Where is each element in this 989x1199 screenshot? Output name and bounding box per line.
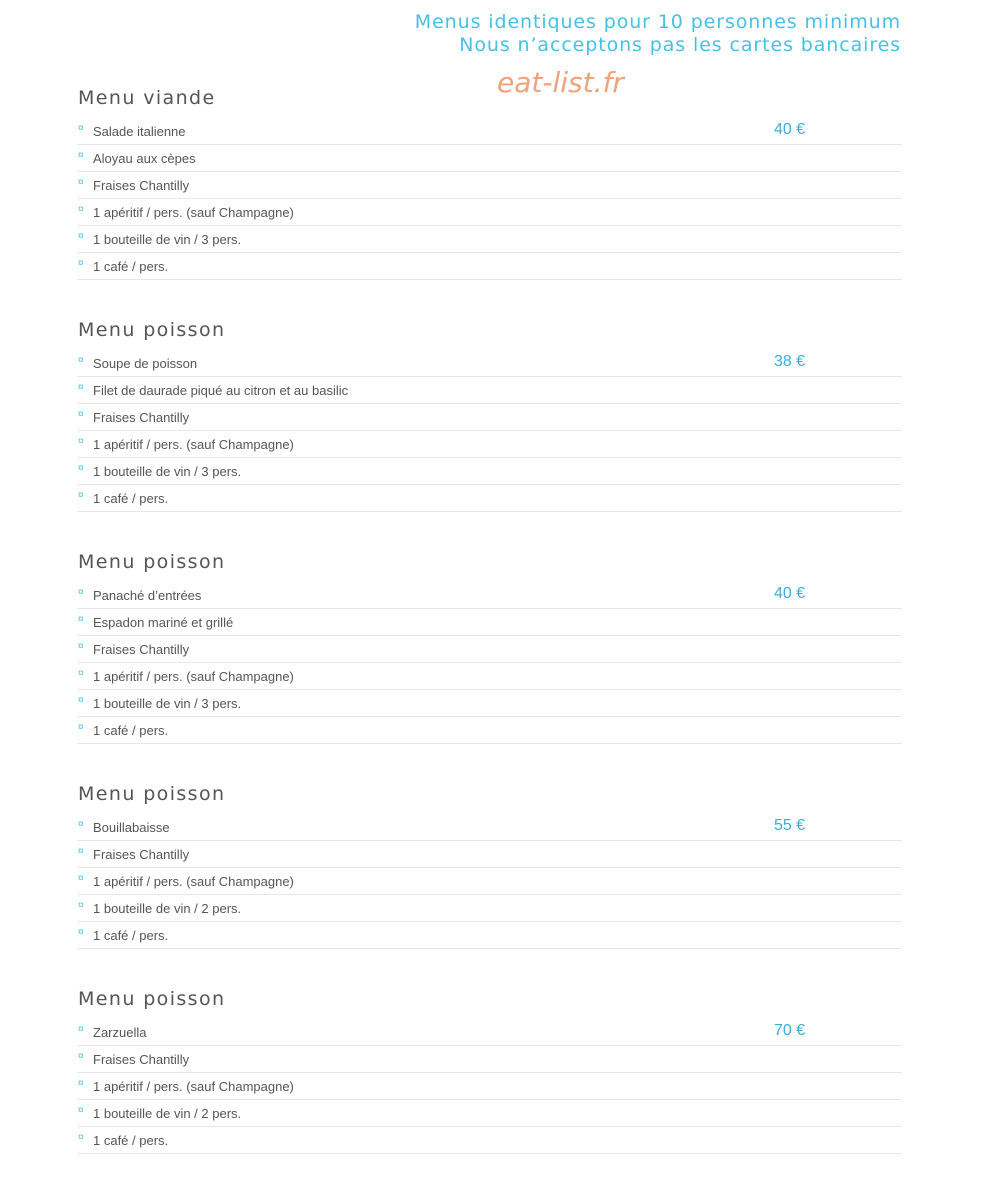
menu-item-label: 1 apéritif / pers. (sauf Champagne) [93, 436, 294, 452]
menu-item-label: 1 bouteille de vin / 3 pers. [93, 463, 242, 479]
bullet-icon: ¤ [78, 1105, 84, 1116]
menu-item-label: 1 café / pers. [93, 927, 169, 943]
bullet-icon: ¤ [78, 1051, 84, 1062]
menu-title: Menu poisson [78, 783, 226, 805]
bullet-icon: ¤ [78, 150, 84, 161]
bullet-icon: ¤ [78, 123, 84, 134]
menu-item [78, 690, 902, 717]
menu-title: Menu poisson [78, 319, 226, 341]
bullet-icon: ¤ [78, 819, 84, 830]
menu-title: Menu viande [78, 87, 216, 109]
menu-price: 40 € [774, 121, 806, 138]
menu-item [78, 226, 902, 253]
menu-item-label: Filet de daurade piqué au citron et au basilic [93, 382, 349, 398]
menu-item [78, 814, 902, 841]
menu-item [78, 350, 902, 377]
menu-item-label: 1 apéritif / pers. (sauf Champagne) [93, 873, 294, 889]
menu-item-label: 1 bouteille de vin / 3 pers. [93, 231, 242, 247]
menu-section [78, 985, 902, 1154]
bullet-icon: ¤ [78, 668, 84, 679]
menu-price: 70 € [774, 1022, 806, 1039]
bullet-icon: ¤ [78, 587, 84, 598]
menu-item [78, 118, 902, 145]
menu-section [78, 548, 902, 744]
menu-item [78, 172, 902, 199]
bullet-icon: ¤ [78, 900, 84, 911]
menu-item-label: 1 café / pers. [93, 722, 169, 738]
menu-item-label: Aloyau aux cèpes [93, 150, 196, 166]
bullet-icon: ¤ [78, 873, 84, 884]
menu-price: 55 € [774, 817, 806, 834]
bullet-icon: ¤ [78, 1132, 84, 1143]
bullet-icon: ¤ [78, 1024, 84, 1035]
bullet-icon: ¤ [78, 846, 84, 857]
bullet-icon: ¤ [78, 436, 84, 447]
menu-item-label: 1 café / pers. [93, 1132, 169, 1148]
notice-block [415, 11, 901, 57]
menu-item [78, 582, 902, 609]
bullet-icon: ¤ [78, 177, 84, 188]
bullet-icon: ¤ [78, 382, 84, 393]
menu-item [78, 485, 902, 512]
menu-item-label: Salade italienne [93, 123, 186, 139]
notice-no-cards: Nous n’acceptons pas les cartes bancaires [459, 34, 901, 56]
menu-item [78, 1127, 902, 1154]
menu-section [78, 780, 902, 949]
menu-item [78, 636, 902, 663]
bullet-icon: ¤ [78, 614, 84, 625]
menu-item [78, 431, 902, 458]
menu-item-label: 1 apéritif / pers. (sauf Champagne) [93, 668, 294, 684]
menu-item [78, 841, 902, 868]
menu-title: Menu poisson [78, 988, 226, 1010]
menu-item [78, 922, 902, 949]
bullet-icon: ¤ [78, 695, 84, 706]
menu-item [78, 1019, 902, 1046]
menu-item [78, 895, 902, 922]
bullet-icon: ¤ [78, 722, 84, 733]
menu-price: 40 € [774, 585, 806, 602]
menu-item-label: Fraises Chantilly [93, 1051, 190, 1067]
menu-item [78, 377, 902, 404]
menu-item-label: Fraises Chantilly [93, 409, 190, 425]
menu-item-label: Zarzuella [93, 1024, 147, 1040]
menu-item [78, 404, 902, 431]
menu-item-label: Soupe de poisson [93, 355, 198, 371]
menu-item-label: 1 apéritif / pers. (sauf Champagne) [93, 204, 294, 220]
menu-item-label: Fraises Chantilly [93, 641, 190, 657]
bullet-icon: ¤ [78, 409, 84, 420]
menu-item-label: 1 bouteille de vin / 3 pers. [93, 695, 242, 711]
bullet-icon: ¤ [78, 355, 84, 366]
menu-item-label: Panaché d’entrées [93, 587, 202, 603]
menu-item [78, 868, 902, 895]
bullet-icon: ¤ [78, 641, 84, 652]
menu-item [78, 145, 902, 172]
menu-item-label: 1 apéritif / pers. (sauf Champagne) [93, 1078, 294, 1094]
bullet-icon: ¤ [78, 1078, 84, 1089]
menu-item-label: Fraises Chantilly [93, 177, 190, 193]
menu-item-label: Fraises Chantilly [93, 846, 190, 862]
menu-item [78, 199, 902, 226]
watermark: eat-list.fr [497, 66, 624, 99]
menu-item [78, 253, 902, 280]
menu-item-label: Espadon mariné et grillé [93, 614, 234, 630]
menu-item [78, 717, 902, 744]
bullet-icon: ¤ [78, 490, 84, 501]
menu-title: Menu poisson [78, 551, 226, 573]
menu-item [78, 458, 902, 485]
notice-min-persons: Menus identiques pour 10 personnes minimum [414, 11, 901, 33]
bullet-icon: ¤ [78, 231, 84, 242]
menu-item-label: Bouillabaisse [93, 819, 170, 835]
menu-item [78, 663, 902, 690]
bullet-icon: ¤ [78, 463, 84, 474]
menu-item-label: 1 bouteille de vin / 2 pers. [93, 1105, 242, 1121]
bullet-icon: ¤ [78, 204, 84, 215]
menu-section [78, 84, 902, 280]
menu-item-label: 1 bouteille de vin / 2 pers. [93, 900, 242, 916]
menu-price: 38 € [774, 353, 806, 370]
menu-item [78, 609, 902, 636]
menu-item-label: 1 café / pers. [93, 490, 169, 506]
bullet-icon: ¤ [78, 927, 84, 938]
menu-section [78, 316, 902, 512]
menu-item [78, 1073, 902, 1100]
menu-item-label: 1 café / pers. [93, 258, 169, 274]
menu-item [78, 1046, 902, 1073]
bullet-icon: ¤ [78, 258, 84, 269]
menu-item [78, 1100, 902, 1127]
